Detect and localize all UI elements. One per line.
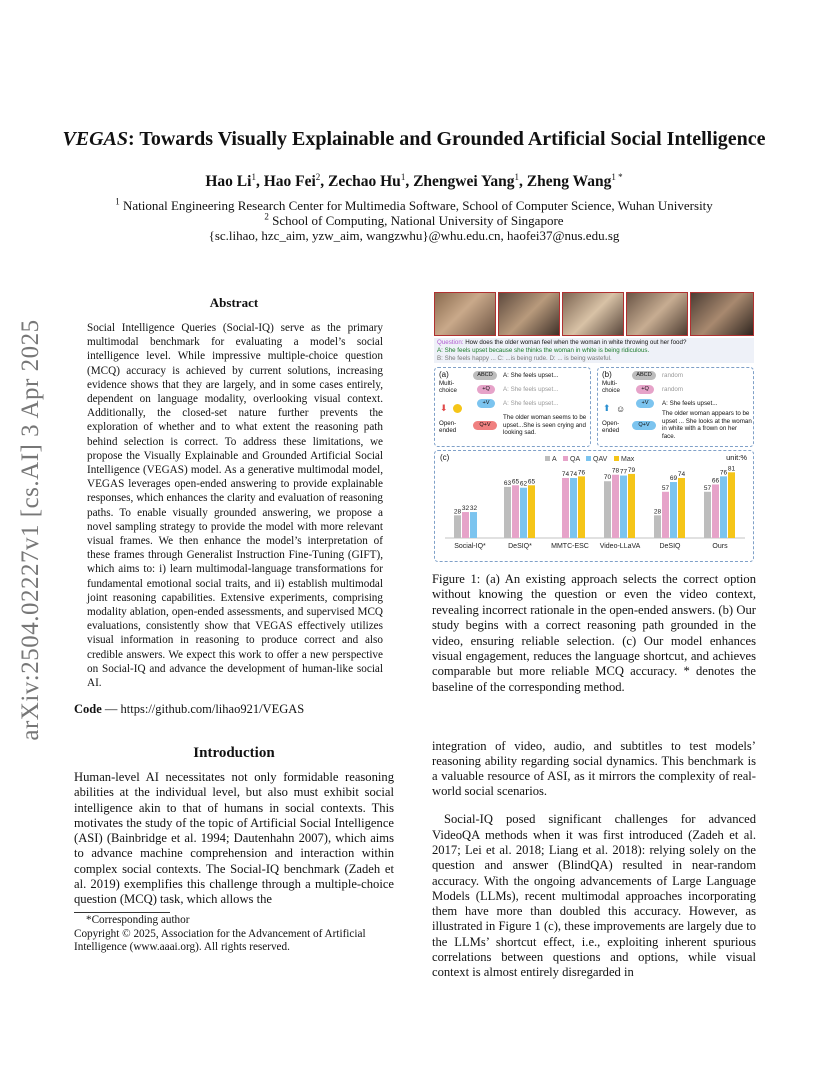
bar — [604, 481, 611, 538]
bar — [528, 485, 535, 538]
mc-label: Multi-choice — [602, 380, 620, 394]
panel-a — [434, 367, 591, 447]
bar — [520, 488, 527, 538]
pill-abcd: ABCD — [473, 371, 497, 380]
bar-value-label: 74 — [561, 470, 570, 478]
author-sup: 2 — [315, 171, 321, 182]
bar-value-label: 76 — [577, 469, 586, 477]
code-url[interactable]: — https://github.com/lihao921/VEGAS — [101, 702, 305, 716]
up-arrow-icon: ⬆ — [603, 403, 611, 413]
pill-q: +Q — [636, 385, 654, 394]
bar-value-label: 74 — [677, 470, 686, 478]
author: Hao Fei — [263, 173, 316, 190]
aff-sup: 2 — [264, 211, 269, 222]
bar — [570, 478, 577, 538]
bar — [462, 512, 469, 538]
author-sup: 1 — [400, 171, 406, 182]
bar-value-label: 81 — [727, 465, 736, 473]
bar-chart — [435, 451, 753, 561]
bar-value-label: 66 — [711, 477, 720, 485]
bar — [470, 512, 477, 538]
affiliation-1 — [60, 198, 768, 214]
code-label: Code — [74, 702, 102, 716]
category-label: Social-IQ* — [454, 543, 486, 550]
legend-label: QA — [570, 456, 581, 463]
legend-label: Max — [621, 456, 635, 463]
author-sup: 1 — [514, 171, 520, 182]
question-box — [434, 338, 754, 363]
down-arrow-icon: ⬇ — [440, 403, 448, 413]
answer-a: A: She feels upset because she thinks the woman in white is being ridiculous. — [437, 347, 650, 354]
legend-label: QAV — [593, 456, 608, 463]
introduction-text: Human-level AI necessitates not only formidable reasoning abilities at the individual level, but also must exhibit social intelligence akin to that of humans in social contexts. This motivates the study of the topic of Artificial Social Intelligence (ASI) (Bainbridge et al. 1994; Dautenhahn 2007), which aims to advance machine comprehension and interaction within complex social contexts. The Social-IQ benchmark (Zadeh et al. 2019) exemplifies this challenge through a multiple-choice question (MCQ) task, which allows the — [74, 770, 394, 907]
footnote — [74, 914, 394, 955]
answer-line: A: She feels upset... — [503, 400, 559, 407]
copyright-note: Copyright © 2025, Association for the Advancement of Artificial Intelligence (www.aaai.org). All rights reserved. — [74, 927, 366, 954]
author: Zheng Wang — [526, 173, 612, 190]
pill-qv: Q+V — [473, 421, 497, 430]
bar — [720, 476, 727, 538]
face-icon — [453, 404, 462, 413]
bar — [678, 478, 685, 538]
bar — [512, 485, 519, 538]
bar — [620, 476, 627, 538]
answer-line: random — [662, 372, 683, 379]
author: Hao Li — [205, 173, 252, 190]
aff-sup: 1 — [115, 196, 120, 207]
pill-v: +V — [636, 399, 654, 408]
corresponding-author-note: *Corresponding author — [86, 914, 190, 926]
bar-value-label: 69 — [669, 475, 678, 483]
bar-value-label: 77 — [619, 468, 628, 476]
bar-value-label: 57 — [661, 484, 670, 492]
video-frame — [626, 292, 688, 336]
bar — [712, 484, 719, 538]
bar-value-label: 28 — [653, 508, 662, 516]
introduction-heading: Introduction — [193, 745, 275, 761]
bar — [562, 478, 569, 538]
bar — [612, 475, 619, 538]
bar — [670, 482, 677, 538]
figure-1 — [434, 292, 754, 562]
bar-value-label: 57 — [703, 484, 712, 492]
pill-q: +Q — [477, 385, 495, 394]
author: Zhengwei Yang — [413, 173, 515, 190]
abstract-text: Social Intelligence Queries (Social-IQ) serve as the primary multimodal benchmark for evaluating a model’s social intelligence level. While impressive multiple-choice question (MCQ) accuracy is achieved by current solutions, increasing evidence shows that they are largely, and in some cases entirely, dependent on language modality, overlooking visual context. Additionally, the closed-set nature further prevents the exploration of whether and to what extent the reasoning path behind selection is correct. To address these limitations, we propose the Visually Explainable and Grounded Artificial Social Intelligence (VEGAS) model. As a generative multimodal model, VEGAS leverages open-ended answering to provide explainable responses, which enhances the clarity and evaluation of reasoning paths. To enable visually grounded answering, we propose a novel sampling strategy to provide the model with more relevant visual frames. We then enhance the model’s interpretation of these frames through Generalist Instruction Fine-Tuning (GIFT), which aims to: i) learn multimodal-language transformations for fundamental emotional social traits, and ii) establish multimodal joint reasoning capabilities. Extensive experiments, comprising modality ablation, open-ended assessments, and supervised MCQ evaluations, consistently show that VEGAS effectively utilizes visual information in reasoning to produce correct and also credible answers. We expect this work to offer a new perspective on Social-IQ and advance the development of human-like social AI. — [87, 322, 383, 690]
bar-value-label: 32 — [461, 505, 470, 513]
paper-title — [60, 128, 768, 151]
bar-value-label: 70 — [603, 474, 612, 482]
bar-chart-panel — [434, 450, 754, 562]
paragraph: Social-IQ posed significant challenges for advanced VideoQA methods when it was first introduced (Zadeh et al. 2017; Lei et al. 2018; Liang et al. 2018): relying solely on the question and answer (BlindQA) resulted in near-random accuracy. With the ongoing advancements of Large Language Models (LLMs), recent multimodal approaches incorporating them have more than doubled this accuracy. However, as illustrated in Figure 1 (c), these improvements are largely due to the LLMs’ shortcut effect, i.e., exploiting inherent spurious correlations between questions and options, while visual context is almost entirely disregarded in — [432, 812, 756, 980]
legend-swatch — [563, 456, 568, 461]
bar-value-label: 28 — [453, 508, 462, 516]
bar — [454, 515, 461, 538]
footnote-rule — [74, 912, 170, 913]
oe-label: Open-ended — [602, 420, 620, 434]
legend-swatch — [614, 456, 619, 461]
chart-unit: unit:% — [726, 453, 747, 462]
answer-line: A: She feels upset... — [662, 400, 718, 407]
bar-value-label: 78 — [611, 467, 620, 475]
author-list: Hao Li$^1$, Hao Fei$^2$, Zechao Hu$^1$, Zhengwei Yang$^1$, Zheng Wang$^{1 *}$ — [205, 171, 623, 190]
code-link-line — [74, 702, 394, 717]
answer-line: A: She feels upset... — [503, 372, 559, 379]
bar-value-label: 76 — [719, 469, 728, 477]
bar-value-label: 65 — [511, 478, 520, 486]
bar-value-label: 79 — [627, 466, 636, 474]
category-label: DeSIQ* — [508, 543, 532, 550]
category-label: MMTC-ESC — [551, 543, 589, 550]
abstract-heading: Abstract — [209, 295, 259, 310]
open-answer: The older woman seems to be upset...She is seen crying and looking sad. — [503, 414, 587, 436]
smile-icon: ☺ — [616, 404, 626, 414]
bar-value-label: 65 — [527, 478, 536, 486]
paragraph: integration of video, audio, and subtitles to test models’ reasoning ability regarding social dynamics. This benchmark is a valuable resource of ASI, as it mirrors the complexity of real-world social scenarios. — [432, 738, 756, 799]
legend-swatch — [545, 456, 550, 461]
bar-value-label: 62 — [519, 480, 528, 488]
question-text: How does the older woman feel when the woman in white throwing out her food? — [465, 339, 687, 346]
affiliation-2 — [60, 213, 768, 229]
panel-tag: (a) — [439, 370, 449, 379]
author-sup: 1 * — [611, 171, 623, 182]
video-frame — [434, 292, 496, 336]
bar — [662, 492, 669, 538]
bar — [704, 492, 711, 538]
distractors: B: She feels happy ... C: ...is being rude. D: ... is being wasteful. — [437, 355, 612, 362]
figure-caption: Figure 1: (a) An existing approach selects the correct option without knowing the question or even the video context, revealing incorrect rationale in the open-ended answers. (b) Our study begins with a correct reasoning path grounded in the video, ensuring reliable selection. (c) Our model enhances visual engagement, reduces the language shortcut, and achieves comparable but more reliable MCQ accuracy. * denotes the baseline of the corresponding method. — [432, 572, 756, 694]
open-answer: The older woman appears to be upset ... She looks at the woman in white with a frown on her face. — [662, 410, 752, 440]
chart-tag: (c) — [440, 453, 450, 462]
answer-line: random — [662, 386, 683, 393]
panel-tag: (b) — [602, 370, 612, 379]
emails: {sc.lihao, hzc_aim, yzw_aim, wangzwhu}@whu.edu.cn, haofei37@nus.edu.sg — [208, 228, 620, 243]
pill-qv: Q+V — [632, 421, 656, 430]
bar — [628, 474, 635, 538]
pill-abcd: ABCD — [632, 371, 656, 380]
bar-value-label: 63 — [503, 479, 512, 487]
video-frame — [562, 292, 624, 336]
pill-v: +V — [477, 399, 495, 408]
question-label: Question: — [437, 339, 464, 346]
legend-swatch — [586, 456, 591, 461]
author: Zechao Hu — [328, 173, 401, 190]
mc-label: Multi-choice — [439, 380, 457, 394]
right-column-text — [432, 726, 756, 993]
panel-b — [597, 367, 754, 447]
category-label: DeSIQ — [659, 543, 681, 550]
title-model-name: VEGAS — [62, 128, 129, 150]
oe-label: Open-ended — [439, 420, 457, 434]
legend-label: A — [552, 456, 557, 463]
aff-text: National Engineering Research Center for Multimedia Software, School of Computer Science, Wuhan University — [122, 198, 713, 213]
category-label: Video-LLaVA — [599, 543, 641, 550]
bar-value-label: 74 — [569, 470, 578, 478]
bar — [728, 472, 735, 538]
title-rest: : Towards Visually Explainable and Grounded Artificial Social Intelligence — [128, 128, 766, 150]
bar — [654, 515, 661, 538]
video-frame — [690, 292, 754, 336]
category-label: Ours — [712, 543, 728, 550]
answer-line: A: She feels upset... — [503, 386, 559, 393]
bar-value-label: 32 — [469, 505, 478, 513]
arxiv-identifier: arXiv:2504.02227v1 [cs.AI] 3 Apr 2025 — [17, 319, 44, 741]
video-frame — [498, 292, 560, 336]
bar — [504, 487, 511, 538]
bar — [578, 476, 585, 538]
aff-text: School of Computing, National University of Singapore — [272, 213, 564, 228]
author-sup: 1 — [251, 171, 256, 182]
